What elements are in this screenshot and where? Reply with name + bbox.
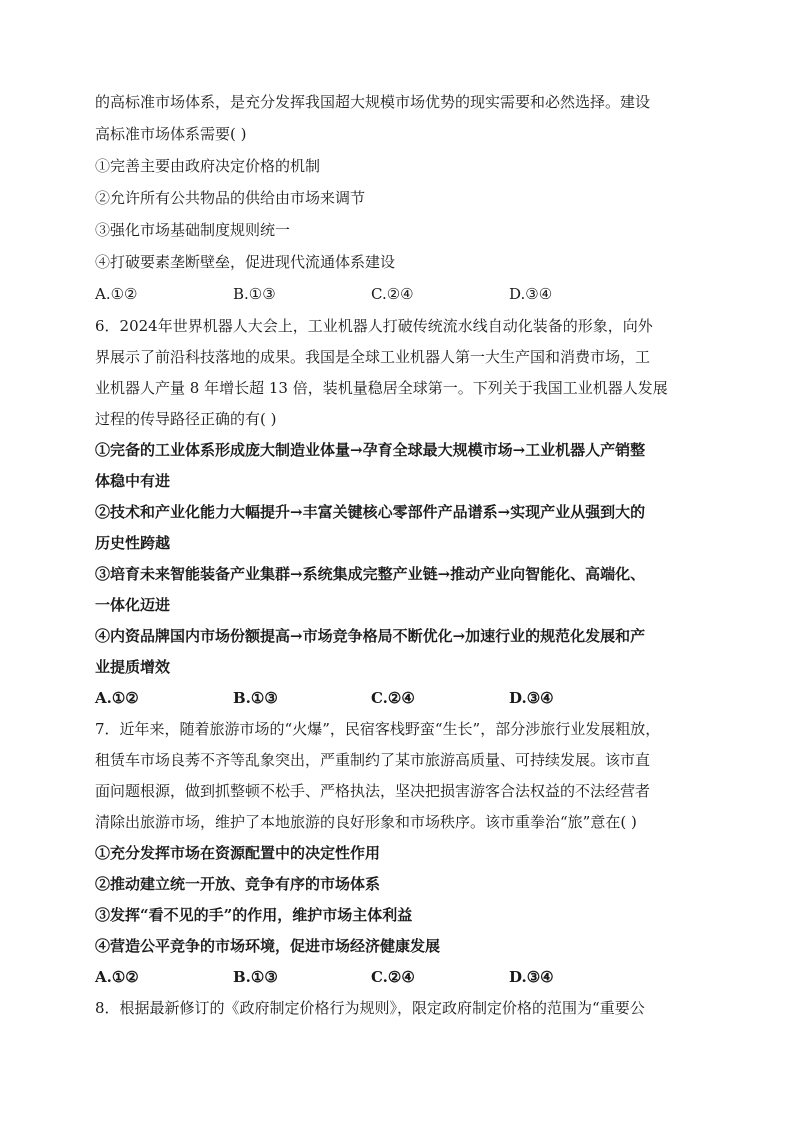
- q6-stem-line-1: 6．2024年世界机器人大会上，工业机器人打破传统流水线自动化装备的形象，向外: [95, 317, 653, 335]
- q6-option-a: A.①②: [95, 689, 139, 707]
- q7-stem-line-2: 租赁车市场良莠不齐等乱象突出，严重制约了某市旅游高质量、可持续发展。该市直: [95, 751, 651, 769]
- q5-option-d: D.③④: [509, 285, 553, 303]
- q5-item-2: ②允许所有公共物品的供给由市场来调节: [95, 189, 366, 207]
- q7-stem-line-3: 面问题根源，做到抓整顿不松手、严格执法，坚决把损害游客合法权益的不法经营者: [95, 782, 651, 800]
- q7-option-c: C.②④: [371, 968, 415, 986]
- q7-option-d: D.③④: [509, 968, 554, 986]
- q6-option-b: B.①③: [233, 689, 278, 707]
- q7-item-2: ②推动建立统一开放、竞争有序的市场体系: [95, 875, 381, 893]
- q6-item-3-line-1: ③培育未来智能装备产业集群→系统集成完整产业链→推动产业向智能化、高端化、: [95, 565, 646, 583]
- q5-option-c: C.②④: [371, 285, 414, 303]
- q6-stem-line-4: 过程的传导路径正确的有( ): [95, 410, 277, 428]
- q7-option-a: A.①②: [95, 968, 139, 986]
- q6-option-d: D.③④: [509, 689, 554, 707]
- q5-stem-line-2: 高标准市场体系需要( ): [95, 125, 247, 143]
- q6-stem-line-3: 业机器人产量 8 年增长超 13 倍，装机量稳居全球第一。下列关于我国工业机器人发展: [95, 379, 668, 397]
- q7-stem-line-1: 7．近年来，随着旅游市场的“火爆”，民宿客栈野蛮“生长”，部分涉旅行业发展粗放，: [95, 720, 661, 738]
- q6-item-2-line-1: ②技术和产业化能力大幅提升→丰富关键核心零部件产品谱系→实现产业从强到大的: [95, 503, 646, 521]
- q7-item-4: ④营造公平竞争的市场环境，促进市场经济健康发展: [95, 937, 441, 955]
- q5-option-a: A.①②: [95, 285, 138, 303]
- q5-stem-line-1: 的高标准市场体系，是充分发挥我国超大规模市场优势的现实需要和必然选择。建设: [95, 93, 651, 111]
- q6-option-c: C.②④: [371, 689, 415, 707]
- q6-item-3-line-2: 一体化迈进: [95, 596, 171, 614]
- q5-option-b: B.①③: [233, 285, 276, 303]
- q8-stem-line-1: 8．根据最新修订的《政府制定价格行为规则》，限定政府制定价格的范围为“重要公: [95, 999, 645, 1017]
- q6-stem-line-2: 界展示了前沿科技落地的成果。我国是全球工业机器人第一大生产国和消费市场，工: [95, 348, 651, 366]
- q6-item-4-line-2: 业提质增效: [95, 658, 171, 676]
- q5-item-1: ①完善主要由政府决定价格的机制: [95, 157, 321, 175]
- q7-option-b: B.①③: [233, 968, 278, 986]
- q6-item-2-line-2: 历史性跨越: [95, 534, 171, 552]
- q5-item-3: ③强化市场基础制度规则统一: [95, 221, 291, 239]
- q7-item-3: ③发挥“看不见的手”的作用，维护市场主体利益: [95, 906, 413, 924]
- q7-stem-line-4: 清除出旅游市场，维护了本地旅游的良好形象和市场秩序。该市重拳治“旅”意在( ): [95, 813, 637, 831]
- q7-item-1: ①充分发挥市场在资源配置中的决定性作用: [95, 844, 381, 862]
- q6-item-1-line-1: ①完备的工业体系形成庞大制造业体量→孕育全球最大规模市场→工业机器人产销整: [95, 441, 646, 459]
- q6-item-4-line-1: ④内资品牌国内市场份额提高→市场竞争格局不断优化→加速行业的规范化发展和产: [95, 627, 646, 645]
- q6-item-1-line-2: 体稳中有进: [95, 472, 171, 490]
- q5-item-4: ④打破要素垄断壁垒，促进现代流通体系建设: [95, 253, 396, 271]
